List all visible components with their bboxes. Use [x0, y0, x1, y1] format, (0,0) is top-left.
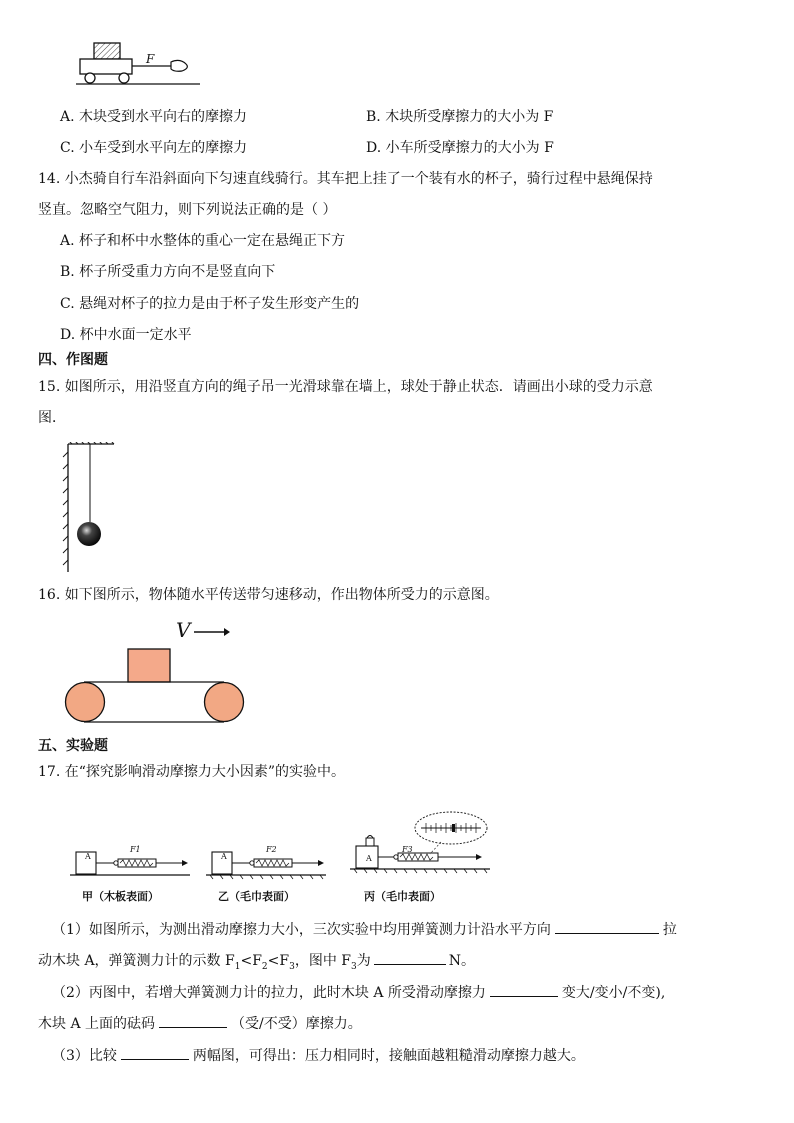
q17-p1-line2-text-a: 动木块 A，弹簧测力计的示数 F	[38, 953, 235, 969]
q13-option-c[interactable]: C. 小车受到水平向左的摩擦力	[60, 140, 248, 156]
q17-yi-block-label: A	[221, 852, 227, 861]
q16-velocity-label: V	[176, 618, 191, 642]
q13-option-a[interactable]: A. 木块受到水平向右的摩擦力	[60, 109, 248, 125]
q17-stem: 17. 在“探究影响滑动摩擦力大小因素”的实验中。	[38, 764, 346, 780]
q17-blank-compare-figs[interactable]	[121, 1045, 189, 1060]
q14-option-b[interactable]: B. 杯子所受重力方向不是竖直向下	[60, 264, 276, 280]
q17-p2-line2-text-b: （受/不受）摩擦力。	[231, 1016, 362, 1032]
q17-caption-yi: 乙（毛巾表面）	[218, 890, 295, 903]
q17-fig-bing	[346, 806, 496, 886]
q16-text: 16. 如下图所示，物体随水平传送带匀速移动，作出物体所受力的示意图。	[38, 587, 499, 603]
q17-blank-direction[interactable]	[555, 919, 659, 934]
q16-object-block	[128, 649, 170, 682]
q17-p1-text-a: （1）如图所示，为测出滑动摩擦力大小，三次实验中均用弹簧测力计沿水平方向	[52, 922, 551, 938]
q17-p1-text-b: 拉	[662, 922, 677, 938]
q17-p2-text-a: （2）丙图中，若增大弹簧测力计的拉力，此时木块 A 所受滑动摩擦力	[52, 985, 486, 1001]
q17-part3	[52, 1045, 585, 1065]
q17-part1-line1	[52, 919, 677, 939]
q17-jia-force-label: F1	[130, 845, 141, 854]
q17-p3-text-b: 两幅图，可得出：压力相同时，接触面越粗糙滑动摩擦力越大。	[192, 1048, 585, 1064]
q17-blank-friction-change[interactable]	[490, 982, 558, 997]
q17-part2-line1	[52, 982, 665, 1002]
q13-option-b[interactable]: B. 木块所受摩擦力的大小为 F	[366, 109, 554, 125]
q14-stem-line1: 14. 小杰骑自行车沿斜面向下匀速直线骑行。其车把上挂了一个装有水的杯子，骑行过程中悬绳保持	[38, 171, 653, 187]
section5-title: 五、实验题	[38, 738, 108, 754]
q17-caption-jia: 甲（木板表面）	[82, 890, 159, 903]
q17-p2-line2-text-a: 木块 A 上面的砝码	[38, 1016, 156, 1032]
q17-part1-line2: 动木块 A，弹簧测力计的示数 $F_1<F_2<F_3$，图中 $F_3$为 N。	[38, 950, 475, 976]
q17-jia-block-label: A	[85, 852, 91, 861]
q17-caption-bing: 丙（毛巾表面）	[364, 890, 441, 903]
q14-option-c[interactable]: C. 悬绳对杯子的拉力是由于杯子发生形变产生的	[60, 296, 360, 312]
q17-part2-line2	[38, 1013, 362, 1033]
q16-left-roller	[66, 683, 105, 722]
q17-blank-weight-friction[interactable]	[159, 1013, 227, 1028]
q16-right-roller	[205, 683, 244, 722]
q15-line1: 15. 如图所示，用沿竖直方向的绳子吊一光滑球靠在墙上，球处于静止状态．请画出小球的受力示意	[38, 379, 653, 395]
q15-ball-wall-figure	[58, 442, 118, 574]
q17-blank-f3-value[interactable]	[374, 950, 446, 965]
q14-stem-line2: 竖直。忽略空气阻力，则下列说法正确的是（ ）	[38, 202, 337, 218]
q17-yi-force-label: F2	[266, 845, 277, 854]
q17-p2-text-b: 变大/变小/不变),	[561, 985, 666, 1001]
q17-p3-text-a: （3）比较	[52, 1048, 117, 1064]
section4-title: 四、作图题	[38, 352, 108, 368]
q17-p1-line2-text-b: N。	[448, 953, 475, 969]
q17-bing-block-label: A	[366, 854, 372, 863]
q14-option-a[interactable]: A. 杯子和杯中水整体的重心一定在悬绳正下方	[60, 233, 346, 249]
q17-bing-force-label: F3	[402, 845, 413, 854]
q13-cart-figure	[76, 38, 206, 88]
q13-option-d[interactable]: D. 小车所受摩擦力的大小为 F	[366, 140, 554, 156]
q15-line2: 图．	[38, 410, 66, 426]
q16-conveyor-figure	[64, 624, 248, 724]
q14-option-d[interactable]: D. 杯中水面一定水平	[60, 327, 192, 343]
q13-force-label: F	[146, 52, 155, 66]
